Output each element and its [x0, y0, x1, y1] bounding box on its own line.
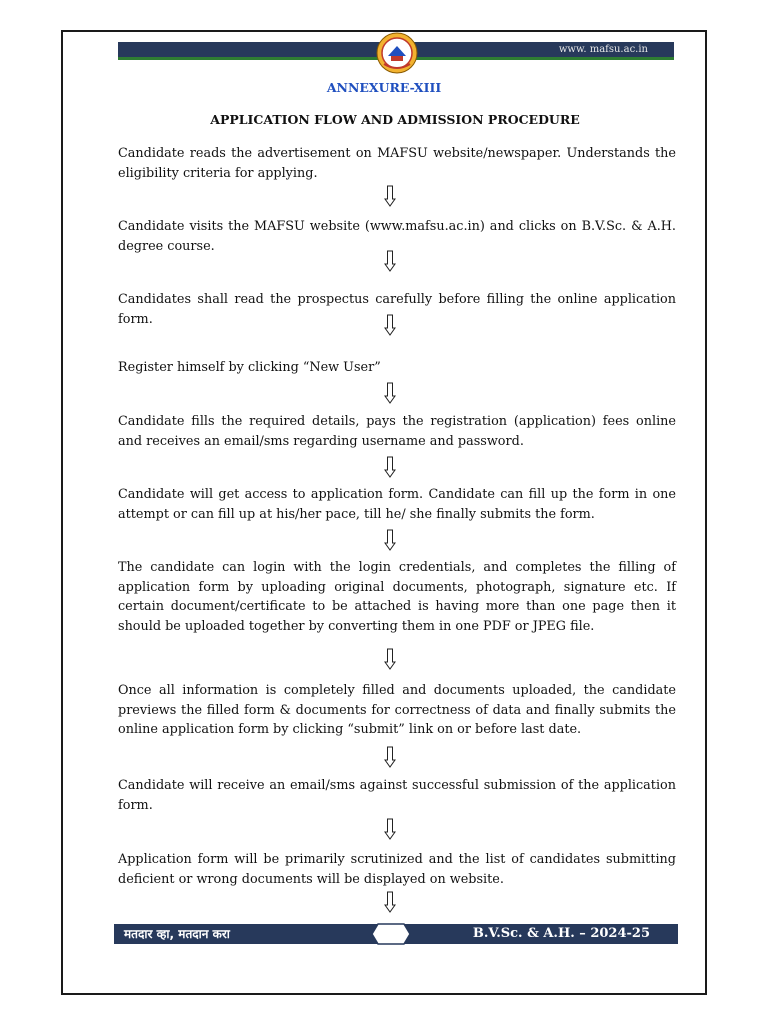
step-4: Register himself by clicking “New User” — [118, 360, 381, 375]
step-5: Candidate fills the required details, pays the registration (application) fees online and receives an email/sms regarding username and password. — [118, 414, 676, 449]
step-3: Candidates shall read the prospectus carefully before filling the online application form. — [118, 292, 676, 327]
step-6: Candidate will get access to application form. Candidate can fill up the form in one attempt or can fill up at his/her pace, till he/ she finally submits the form. — [118, 487, 676, 522]
down-arrow-icon — [384, 456, 396, 478]
down-arrow-icon — [384, 529, 396, 551]
page-title: APPLICATION FLOW AND ADMISSION PROCEDURE — [210, 112, 580, 127]
step-1: Candidate reads the advertisement on MAFSU website/newspaper. Understands the eligibility criteria for applying. — [118, 146, 676, 181]
step-10: Application form will be primarily scrutinized and the list of candidates submitting deficient or wrong documents will be displayed on website. — [118, 852, 676, 887]
down-arrow-icon — [384, 818, 396, 840]
university-logo-icon — [376, 32, 418, 74]
footer-course-year: B.V.Sc. & A.H. – 2024-25 — [472, 926, 650, 941]
step-8: Once all information is completely filled and documents uploaded, the candidate previews the filled form & documents for correctness of data and finally submits the online application form by clicking “submit” link on or before last date. — [118, 683, 676, 737]
down-arrow-icon — [384, 746, 396, 768]
step-2: Candidate visits the MAFSU website (www.mafsu.ac.in) and clicks on B.V.Sc. & A.H. degree course. — [118, 219, 676, 254]
annexure-label: ANNEXURE-XIII — [326, 80, 442, 95]
down-arrow-icon — [384, 382, 396, 404]
step-9: Candidate will receive an email/sms against successful submission of the application form. — [118, 778, 676, 813]
header-url: www. mafsu.ac.in — [558, 44, 648, 55]
footer-slogan: मतदार व्हा, मतदान करा — [124, 927, 230, 941]
down-arrow-icon — [384, 185, 396, 207]
down-arrow-icon — [384, 314, 396, 336]
hexagon-emblem-icon — [371, 923, 411, 945]
down-arrow-icon — [384, 891, 396, 913]
down-arrow-icon — [384, 648, 396, 670]
step-7: The candidate can login with the login credentials, and completes the filling of application form by uploading original documents, photograph, signature etc. If certain document/certificate to be attached is having more than one page then it should be uploaded together by converting them in one PDF or JPEG file. — [118, 560, 676, 634]
down-arrow-icon — [384, 250, 396, 272]
